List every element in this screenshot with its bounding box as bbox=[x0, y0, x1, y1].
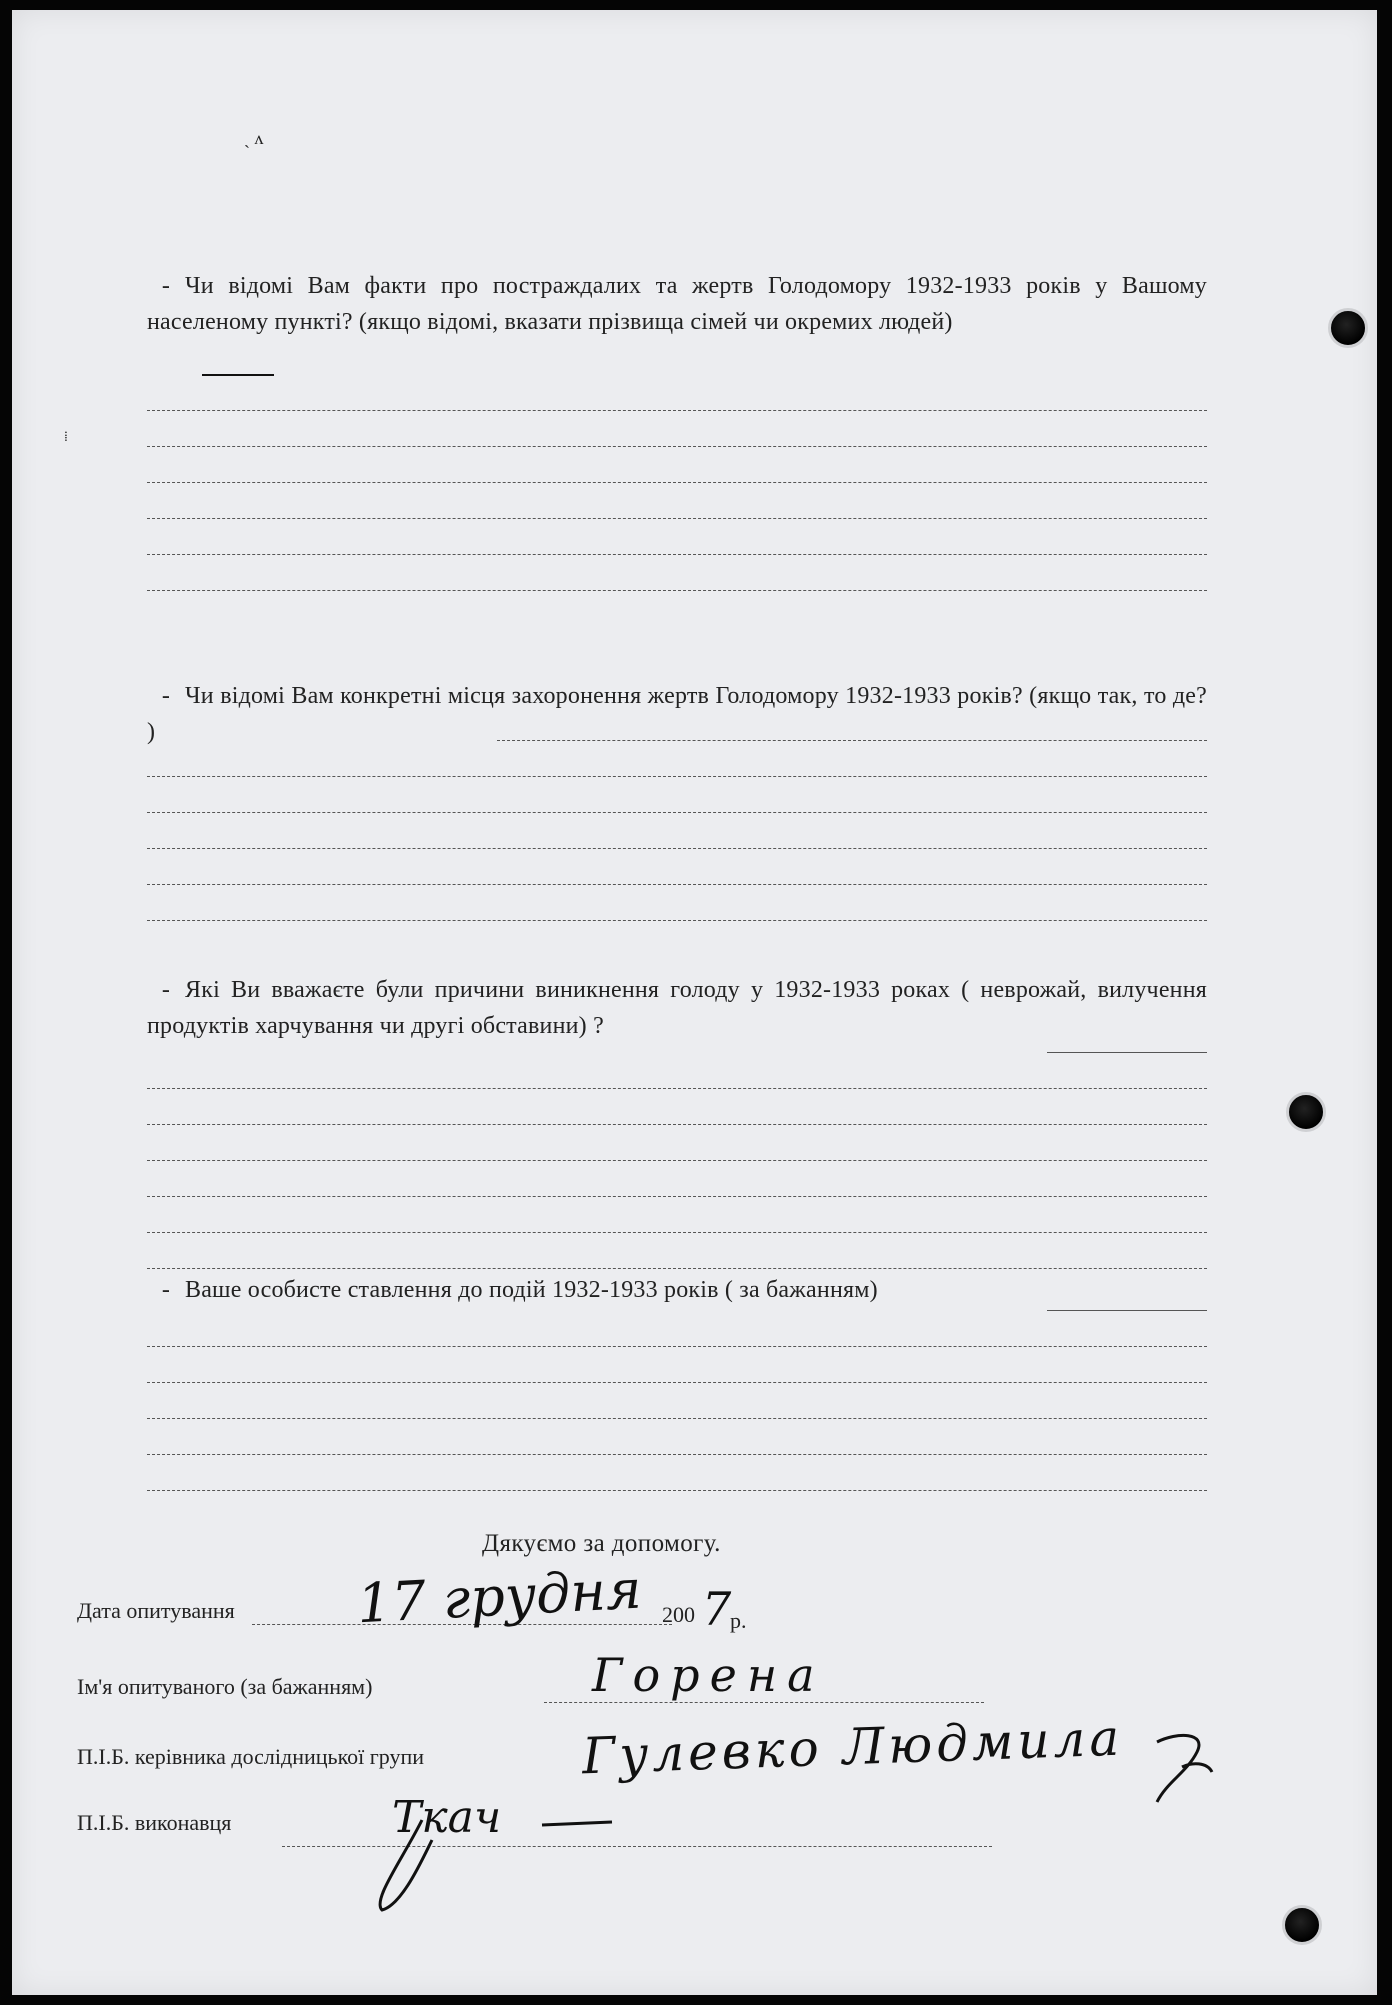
executor-handwritten: Ткач bbox=[392, 1792, 502, 1843]
executor-label: П.І.Б. виконавця bbox=[77, 1810, 232, 1835]
respondent-name-line bbox=[544, 1702, 984, 1703]
underline-mark bbox=[202, 374, 274, 376]
leader-handwritten: Гулевко Людмила bbox=[581, 1708, 1125, 1786]
thanks-heading: Дякуємо за допомогу. bbox=[482, 1530, 721, 1557]
year-prefix: 200 bbox=[662, 1602, 695, 1627]
respondent-name-handwritten: Горена bbox=[592, 1648, 825, 1702]
stray-mark: ˏ ʌ bbox=[244, 128, 264, 148]
respondent-name-label: Ім'я опитуваного (за бажанням) bbox=[77, 1674, 373, 1699]
date-handwritten: 17 грудня bbox=[355, 1557, 644, 1636]
year-unit: р. bbox=[730, 1608, 747, 1633]
question-4: - Ваше особисте ставлення до подій 1932-1933 років ( за бажанням) bbox=[161, 1277, 878, 1303]
year-handwritten: 7 bbox=[702, 1582, 732, 1636]
question-3-text: Які Ви вважаєте були причини виникнення голоду у 1932-1933 роках ( неврожай, вилучення продуктів харчування чи другі обставини) ? bbox=[147, 977, 1207, 1039]
question-1-text: Чи відомі Вам факти про постраждалих та жертв Голодомору 1932-1933 років у Вашому населеному пункті? (якщо відомі, вказати прізвища сімей чи окремих людей) bbox=[147, 273, 1207, 335]
punch-hole bbox=[1286, 1092, 1326, 1132]
date-label: Дата опитування bbox=[77, 1598, 235, 1623]
question-4-text: Ваше особисте ставлення до подій 1932-1933 років ( за бажанням) bbox=[185, 1277, 878, 1303]
executor-signature bbox=[362, 1800, 642, 1920]
leader-label: П.І.Б. керівника дослідницької групи bbox=[77, 1744, 425, 1769]
question-3: - Які Ви вважаєте були причини виникнення голоду у 1932-1933 роках ( неврожай, вилучення продуктів харчування чи другі обставини) ? bbox=[147, 977, 1207, 1039]
stray-mark: ⁞ bbox=[64, 430, 68, 445]
punch-hole bbox=[1328, 308, 1368, 348]
leader-signature-mark bbox=[1137, 1722, 1217, 1822]
question-1: - Чи відомі Вам факти про постраждалих та жертв Голодомору 1932-1933 років у Вашому населеному пункті? (якщо відомі, вказати прізвища сімей чи окремих людей) bbox=[147, 273, 1207, 335]
punch-hole bbox=[1282, 1905, 1322, 1945]
questionnaire-page bbox=[12, 10, 1377, 1995]
question-2-text: Чи відомі Вам конкретні місця захоронення жертв Голодомору 1932-1933 років? (якщо так, то де? ) bbox=[147, 683, 1207, 745]
question-2: - Чи відомі Вам конкретні місця захоронення жертв Голодомору 1932-1933 років? (якщо так, то де? ) bbox=[147, 683, 1207, 745]
